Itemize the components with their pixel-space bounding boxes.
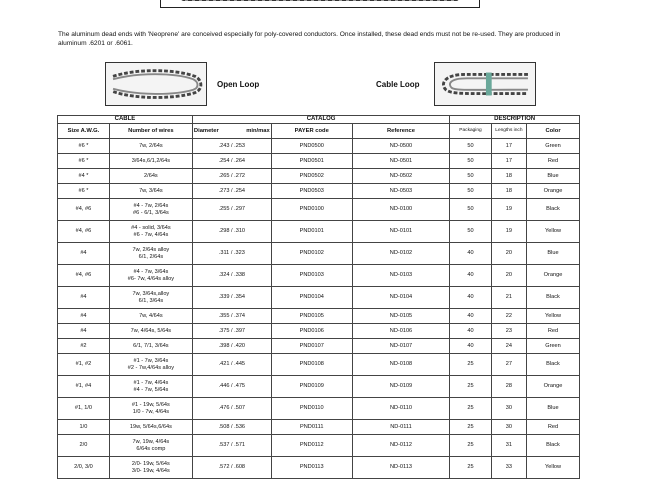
diameter-cell: .398 / .420 <box>192 339 271 354</box>
color-cell: Black <box>527 199 580 221</box>
table-row <box>58 435 580 457</box>
intro-paragraph: The aluminum dead ends with 'Neoprene' are conceived especially for poly-covered conductors. Once installed, these dead ends must not be re-used. They are produced in aluminum .6201 or .6061. <box>58 31 561 47</box>
table-row <box>58 420 580 435</box>
packaging-cell: 40 <box>450 287 492 309</box>
length-cell: 33 <box>491 457 526 479</box>
payer-code-cell: PND0103 <box>271 265 352 287</box>
reference-cell: ND-0111 <box>352 420 450 435</box>
color-column-header: Color <box>527 124 580 139</box>
size-cell: 1/0 <box>58 420 110 435</box>
color-cell: Green <box>527 339 580 354</box>
wires-cell: #4 - solid, 3/64s #6 - 7w, 4/64s <box>109 221 192 243</box>
wires-cell: 7w, 4/64s, 5/64s <box>109 324 192 339</box>
payer-code-cell: PND0100 <box>271 199 352 221</box>
color-cell: Yellow <box>527 221 580 243</box>
wires-cell: 7w, 3/64s <box>109 184 192 199</box>
size-cell: #1, #4 <box>58 376 110 398</box>
diameter-cell: .255 / .297 <box>192 199 271 221</box>
size-cell: #6 * <box>58 154 110 169</box>
reference-cell: ND-0104 <box>352 287 450 309</box>
payer-code-cell: PND0110 <box>271 398 352 420</box>
wires-cell: #1 - 7w, 3/64s #2 - 7w,4/64s alloy <box>109 354 192 376</box>
table-row <box>58 265 580 287</box>
length-column-header: Lengths inch <box>491 124 526 139</box>
table-row <box>58 398 580 420</box>
minmax-label: min/max <box>246 127 270 134</box>
open-loop-label: Open Loop <box>217 80 260 89</box>
diameter-cell: .324 / .338 <box>192 265 271 287</box>
diameter-cell: .298 / .310 <box>192 221 271 243</box>
color-cell: Blue <box>527 169 580 184</box>
packaging-cell: 25 <box>450 398 492 420</box>
dead-end-spec-table <box>57 115 580 479</box>
table-row <box>58 243 580 265</box>
color-cell: Green <box>527 139 580 154</box>
reference-cell: ND-0110 <box>352 398 450 420</box>
length-cell: 20 <box>491 265 526 287</box>
diameter-cell: .572 / .608 <box>192 457 271 479</box>
diameter-cell: .243 / .253 <box>192 139 271 154</box>
packaging-cell: 40 <box>450 243 492 265</box>
reference-cell: ND-0108 <box>352 354 450 376</box>
length-cell: 21 <box>491 287 526 309</box>
payer-code-cell: PND0107 <box>271 339 352 354</box>
packaging-cell: 50 <box>450 199 492 221</box>
payer-code-cell: PND0108 <box>271 354 352 376</box>
payer-code-cell: PND0106 <box>271 324 352 339</box>
open-loop-image <box>105 62 207 106</box>
color-cell: Yellow <box>527 457 580 479</box>
length-cell: 24 <box>491 339 526 354</box>
table-row <box>58 457 580 479</box>
top-product-image <box>160 0 480 8</box>
table-row <box>58 354 580 376</box>
size-cell: 2/0 <box>58 435 110 457</box>
wires-cell: 7w, 4/64s <box>109 309 192 324</box>
payer-code-cell: PND0113 <box>271 457 352 479</box>
wires-column-header: Number of wires <box>109 124 192 139</box>
reference-cell: ND-0503 <box>352 184 450 199</box>
payer-code-cell: PND0502 <box>271 169 352 184</box>
color-cell: Red <box>527 324 580 339</box>
reference-cell: ND-0105 <box>352 309 450 324</box>
packaging-cell: 40 <box>450 309 492 324</box>
packaging-column-header: Packaging <box>450 124 492 139</box>
reference-cell: ND-0100 <box>352 199 450 221</box>
size-cell: #4 <box>58 309 110 324</box>
size-cell: #2 <box>58 339 110 354</box>
packaging-cell: 25 <box>450 457 492 479</box>
reference-cell: ND-0113 <box>352 457 450 479</box>
wires-cell: 7w, 3/64s,alloy 6/1, 3/64s <box>109 287 192 309</box>
diameter-cell: .476 / .507 <box>192 398 271 420</box>
diameter-cell: .254 / .264 <box>192 154 271 169</box>
length-cell: 19 <box>491 221 526 243</box>
length-cell: 28 <box>491 376 526 398</box>
payer-code-cell: PND0101 <box>271 221 352 243</box>
payer-code-cell: PND0500 <box>271 139 352 154</box>
reference-cell: ND-0103 <box>352 265 450 287</box>
color-cell: Black <box>527 354 580 376</box>
size-cell: #4, #6 <box>58 199 110 221</box>
wires-cell: 3/64s,6/1,2/64s <box>109 154 192 169</box>
color-cell: Black <box>527 435 580 457</box>
wires-cell: 19w, 5/64s,6/64s <box>109 420 192 435</box>
length-cell: 23 <box>491 324 526 339</box>
color-cell: Blue <box>527 398 580 420</box>
diameter-cell: .265 / .272 <box>192 169 271 184</box>
length-cell: 27 <box>491 354 526 376</box>
diameter-cell: .421 / .445 <box>192 354 271 376</box>
diameter-cell: .537 / .571 <box>192 435 271 457</box>
size-cell: #1, #2 <box>58 354 110 376</box>
table-row <box>58 339 580 354</box>
reference-cell: ND-0501 <box>352 154 450 169</box>
size-cell: #4 * <box>58 169 110 184</box>
packaging-cell: 50 <box>450 154 492 169</box>
wires-cell: 7w, 19w, 4/64s 6/64s comp <box>109 435 192 457</box>
table-row <box>58 287 580 309</box>
color-cell: Orange <box>527 376 580 398</box>
description-group-header: DESCRIPTION <box>450 116 580 124</box>
diameter-cell: .446 / .475 <box>192 376 271 398</box>
reference-cell: ND-0101 <box>352 221 450 243</box>
payer-code-cell: PND0503 <box>271 184 352 199</box>
table-row <box>58 309 580 324</box>
size-cell: #4, #6 <box>58 265 110 287</box>
diameter-cell: .311 / .323 <box>192 243 271 265</box>
wires-cell: 2/0- 19w, 5/64s 3/0- 19w, 4/64s <box>109 457 192 479</box>
payer-code-cell: PND0109 <box>271 376 352 398</box>
diameter-label: Diameter <box>193 127 219 134</box>
payer-column-header: PAYER code <box>271 124 352 139</box>
packaging-cell: 40 <box>450 265 492 287</box>
reference-column-header: Reference <box>352 124 450 139</box>
packaging-cell: 40 <box>450 324 492 339</box>
color-cell: Blue <box>527 243 580 265</box>
table-row <box>58 324 580 339</box>
table-row <box>58 169 580 184</box>
packaging-cell: 50 <box>450 169 492 184</box>
packaging-cell: 25 <box>450 435 492 457</box>
diameter-column-header <box>192 124 271 139</box>
spec-table-body <box>58 139 580 479</box>
table-row <box>58 184 580 199</box>
diameter-cell: .273 / .254 <box>192 184 271 199</box>
wires-cell: #4 - 7w, 3/64s #6- 7w, 4/64s alloy <box>109 265 192 287</box>
table-row <box>58 154 580 169</box>
size-cell: #4, #6 <box>58 221 110 243</box>
size-cell: 2/0, 3/0 <box>58 457 110 479</box>
length-cell: 30 <box>491 398 526 420</box>
length-cell: 18 <box>491 184 526 199</box>
reference-cell: ND-0109 <box>352 376 450 398</box>
size-cell: #1, 1/0 <box>58 398 110 420</box>
packaging-cell: 50 <box>450 184 492 199</box>
payer-code-cell: PND0111 <box>271 420 352 435</box>
wires-cell: #4 - 7w, 2/64s #6 - 6/1, 3/64s <box>109 199 192 221</box>
packaging-cell: 40 <box>450 339 492 354</box>
packaging-cell: 25 <box>450 354 492 376</box>
length-cell: 19 <box>491 199 526 221</box>
size-column-header: Size A.W.G. <box>58 124 110 139</box>
color-cell: Orange <box>527 265 580 287</box>
length-cell: 31 <box>491 435 526 457</box>
length-cell: 30 <box>491 420 526 435</box>
diameter-cell: .355 / .374 <box>192 309 271 324</box>
wires-cell: 2/64s <box>109 169 192 184</box>
reference-cell: ND-0107 <box>352 339 450 354</box>
packaging-cell: 50 <box>450 221 492 243</box>
length-cell: 17 <box>491 139 526 154</box>
diameter-cell: .508 / .536 <box>192 420 271 435</box>
length-cell: 22 <box>491 309 526 324</box>
length-cell: 18 <box>491 169 526 184</box>
size-cell: #4 <box>58 243 110 265</box>
wires-cell: #1 - 7w, 4/64s #4 - 7w, 5/64s <box>109 376 192 398</box>
reference-cell: ND-0106 <box>352 324 450 339</box>
length-cell: 20 <box>491 243 526 265</box>
size-cell: #6 * <box>58 139 110 154</box>
wires-cell: #1 - 19w, 5/64s 1/0 - 7w, 4/64s <box>109 398 192 420</box>
payer-code-cell: PND0105 <box>271 309 352 324</box>
color-cell: Black <box>527 287 580 309</box>
payer-code-cell: PND0112 <box>271 435 352 457</box>
table-row <box>58 376 580 398</box>
cable-group-header: CABLE <box>58 116 193 124</box>
table-row <box>58 221 580 243</box>
wires-cell: 7w, 2/64s <box>109 139 192 154</box>
catalog-group-header: CATALOG <box>192 116 449 124</box>
size-cell: #4 <box>58 287 110 309</box>
size-cell: #4 <box>58 324 110 339</box>
cable-loop-image <box>434 62 536 106</box>
packaging-cell: 25 <box>450 376 492 398</box>
size-cell: #6 * <box>58 184 110 199</box>
cable-loop-label: Cable Loop <box>376 80 420 89</box>
color-cell: Yellow <box>527 309 580 324</box>
color-cell: Red <box>527 154 580 169</box>
reference-cell: ND-0500 <box>352 139 450 154</box>
table-row <box>58 199 580 221</box>
diameter-cell: .339 / .354 <box>192 287 271 309</box>
diameter-cell: .375 / .397 <box>192 324 271 339</box>
packaging-cell: 25 <box>450 420 492 435</box>
reference-cell: ND-0102 <box>352 243 450 265</box>
wires-cell: 7w, 2/64s alloy 6/1, 2/64s <box>109 243 192 265</box>
reference-cell: ND-0112 <box>352 435 450 457</box>
length-cell: 17 <box>491 154 526 169</box>
wires-cell: 6/1, 7/1, 3/64s <box>109 339 192 354</box>
payer-code-cell: PND0104 <box>271 287 352 309</box>
color-cell: Red <box>527 420 580 435</box>
payer-code-cell: PND0102 <box>271 243 352 265</box>
payer-code-cell: PND0501 <box>271 154 352 169</box>
reference-cell: ND-0502 <box>352 169 450 184</box>
packaging-cell: 50 <box>450 139 492 154</box>
table-row <box>58 139 580 154</box>
color-cell: Orange <box>527 184 580 199</box>
